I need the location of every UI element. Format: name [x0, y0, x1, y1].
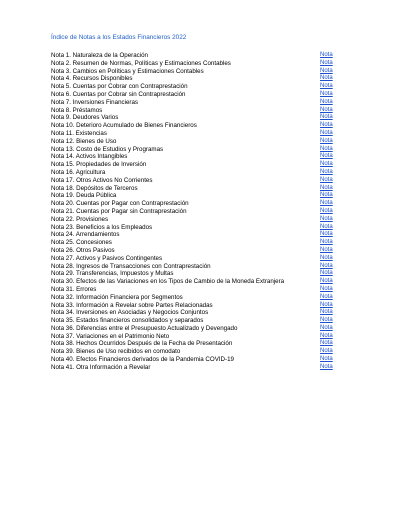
note-row — [51, 356, 341, 364]
note-row — [51, 263, 341, 271]
note-label: Nota 13. Costo de Estudios y Programas — [51, 145, 164, 153]
notes-index-list — [51, 52, 341, 372]
note-row — [51, 153, 341, 161]
note-row — [51, 99, 341, 107]
note-link[interactable]: Nota — [320, 332, 333, 339]
note-row — [51, 130, 341, 138]
note-label: Nota 26. Otros Pasivos — [51, 246, 115, 254]
note-row — [51, 122, 341, 130]
note-label: Nota 24. Arrendamientos — [51, 231, 120, 239]
note-link[interactable]: Nota — [320, 67, 333, 74]
note-row — [51, 91, 341, 99]
note-row — [51, 192, 341, 200]
note-link[interactable]: Nota — [320, 270, 333, 277]
note-link[interactable]: Nota — [320, 184, 333, 191]
note-label: Nota 5. Cuentas por Cobrar con Contraprestación — [51, 83, 188, 91]
note-link[interactable]: Nota — [320, 340, 333, 347]
note-label: Nota 14. Activos Intangibles — [51, 153, 128, 161]
note-row — [51, 247, 341, 255]
note-link[interactable]: Nota — [320, 114, 333, 121]
note-row — [51, 161, 341, 169]
note-row — [51, 270, 341, 278]
note-label: Nota 37. Variaciones en el Patrimonio Neto — [51, 332, 170, 340]
note-row — [51, 208, 341, 216]
note-label: Nota 2. Resumen de Normas, Políticas y Estimaciones Contables — [51, 59, 231, 67]
note-link[interactable]: Nota — [320, 200, 333, 207]
note-row — [51, 60, 341, 68]
note-link[interactable]: Nota — [320, 363, 333, 370]
note-link[interactable]: Nota — [320, 90, 333, 97]
note-label: Nota 31. Errores — [51, 285, 97, 293]
note-link[interactable]: Nota — [320, 223, 333, 230]
note-link[interactable]: Nota — [320, 293, 333, 300]
note-row — [51, 138, 341, 146]
note-link[interactable]: Nota — [320, 106, 333, 113]
note-row — [51, 107, 341, 115]
note-label: Nota 35. Estados financieros consolidados y separados — [51, 317, 204, 325]
note-row — [51, 286, 341, 294]
note-row — [51, 294, 341, 302]
note-row — [51, 216, 341, 224]
note-label: Nota 30. Efectos de las Variaciones en los Tipos de Cambio de la Moneda Extranjera — [51, 278, 285, 286]
note-row — [51, 83, 341, 91]
note-link[interactable]: Nota — [320, 83, 333, 90]
note-link[interactable]: Nota — [320, 129, 333, 136]
note-label: Nota 21. Cuentas por Pagar sin Contraprestación — [51, 207, 187, 215]
note-row — [51, 333, 341, 341]
note-label: Nota 11. Existencias — [51, 129, 107, 137]
note-row — [51, 52, 341, 60]
note-row — [51, 239, 341, 247]
note-link[interactable]: Nota — [320, 278, 333, 285]
note-label: Nota 3. Cambios en Políticas y Estimaciones Contables — [51, 67, 204, 75]
note-label: Nota 19. Deuda Pública — [51, 192, 117, 200]
note-label: Nota 8. Préstamos — [51, 106, 103, 114]
note-label: Nota 16. Agricultura — [51, 168, 106, 176]
note-label: Nota 4. Recursos Disponibles — [51, 75, 133, 83]
note-label: Nota 20. Cuentas por Pagar con Contraprestación — [51, 200, 189, 208]
note-link[interactable]: Nota — [320, 356, 333, 363]
note-link[interactable]: Nota — [320, 231, 333, 238]
note-link[interactable]: Nota — [320, 75, 333, 82]
note-label: Nota 40. Efectos Financieros derivados de la Pandemia COVID-19 — [51, 356, 234, 364]
note-label: Nota 41. Otra Información a Revelar — [51, 363, 151, 371]
note-link[interactable]: Nota — [320, 176, 333, 183]
note-link[interactable]: Nota — [320, 192, 333, 199]
note-link[interactable]: Nota — [320, 59, 333, 66]
note-row — [51, 231, 341, 239]
page-title: Índice de Notas a los Estados Financieros 2022 — [51, 34, 187, 41]
note-label: Nota 23. Beneficios a los Empleados — [51, 223, 153, 231]
note-link[interactable]: Nota — [320, 98, 333, 105]
note-label: Nota 10. Deterioro Acumulado de Bienes Financieros — [51, 122, 197, 130]
note-link[interactable]: Nota — [320, 246, 333, 253]
note-link[interactable]: Nota — [320, 254, 333, 261]
note-link[interactable]: Nota — [320, 137, 333, 144]
note-row — [51, 340, 341, 348]
note-label: Nota 28. Ingresos de Transacciones con Contraprestación — [51, 262, 211, 270]
note-label: Nota 29. Transferencias, Impuestos y Multas — [51, 270, 174, 278]
note-link[interactable]: Nota — [320, 207, 333, 214]
note-label: Nota 1. Naturaleza de la Operación — [51, 52, 148, 59]
note-link[interactable]: Nota — [320, 262, 333, 269]
note-link[interactable]: Nota — [320, 161, 333, 168]
note-row — [51, 309, 341, 317]
note-label: Nota 32. Información Financiera por Segmentos — [51, 293, 183, 301]
note-label: Nota 6. Cuentas por Cobrar sin Contraprestación — [51, 90, 186, 98]
note-link[interactable]: Nota — [320, 324, 333, 331]
note-link[interactable]: Nota — [320, 145, 333, 152]
note-row — [51, 278, 341, 286]
note-row — [51, 302, 341, 310]
note-row — [51, 325, 341, 333]
note-link[interactable]: Nota — [320, 239, 333, 246]
note-link[interactable]: Nota — [320, 153, 333, 160]
note-label: Nota 36. Diferencias entre el Presupuesto Actualizado y Devengado — [51, 324, 238, 332]
note-link[interactable]: Nota — [320, 301, 333, 308]
note-label: Nota 39. Bienes de Uso recibidos en comodato — [51, 348, 181, 356]
note-row — [51, 68, 341, 76]
note-row — [51, 114, 341, 122]
note-label: Nota 15. Propiedades de Inversión — [51, 161, 147, 169]
note-label: Nota 12. Bienes de Uso — [51, 137, 117, 145]
note-link[interactable]: Nota — [320, 317, 333, 324]
note-link[interactable]: Nota — [320, 285, 333, 292]
note-link[interactable]: Nota — [320, 122, 333, 129]
note-row — [51, 348, 341, 356]
note-label: Nota 7. Inversiones Financieras — [51, 98, 139, 106]
note-label: Nota 17. Otros Activos No Corrientes — [51, 176, 153, 184]
note-row — [51, 177, 341, 185]
note-row — [51, 75, 341, 83]
note-link[interactable]: Nota — [320, 309, 333, 316]
note-label: Nota 25. Concesiones — [51, 239, 112, 247]
note-row — [51, 146, 341, 154]
note-row — [51, 224, 341, 232]
note-row — [51, 255, 341, 263]
note-label: Nota 34. Inversiones en Asociadas y Negocios Conjuntos — [51, 309, 209, 317]
note-label: Nota 9. Deudores Varios — [51, 114, 119, 122]
note-label: Nota 18. Depósitos de Terceros — [51, 184, 138, 192]
note-link[interactable]: Nota — [320, 215, 333, 222]
note-label: Nota 22. Provisiones — [51, 215, 109, 223]
note-link[interactable]: Nota — [320, 52, 333, 58]
note-row — [51, 169, 341, 177]
note-row — [51, 317, 341, 325]
note-row — [51, 200, 341, 208]
note-row — [51, 364, 341, 372]
note-link[interactable]: Nota — [320, 168, 333, 175]
note-row — [51, 185, 341, 193]
note-label: Nota 33. Información a Revelar sobre Partes Relacionadas — [51, 301, 213, 309]
note-link[interactable]: Nota — [320, 348, 333, 355]
note-label: Nota 38. Hechos Ocurridos Después de la Fecha de Presentación — [51, 340, 233, 348]
note-label: Nota 27. Activos y Pasivos Contingentes — [51, 254, 163, 262]
